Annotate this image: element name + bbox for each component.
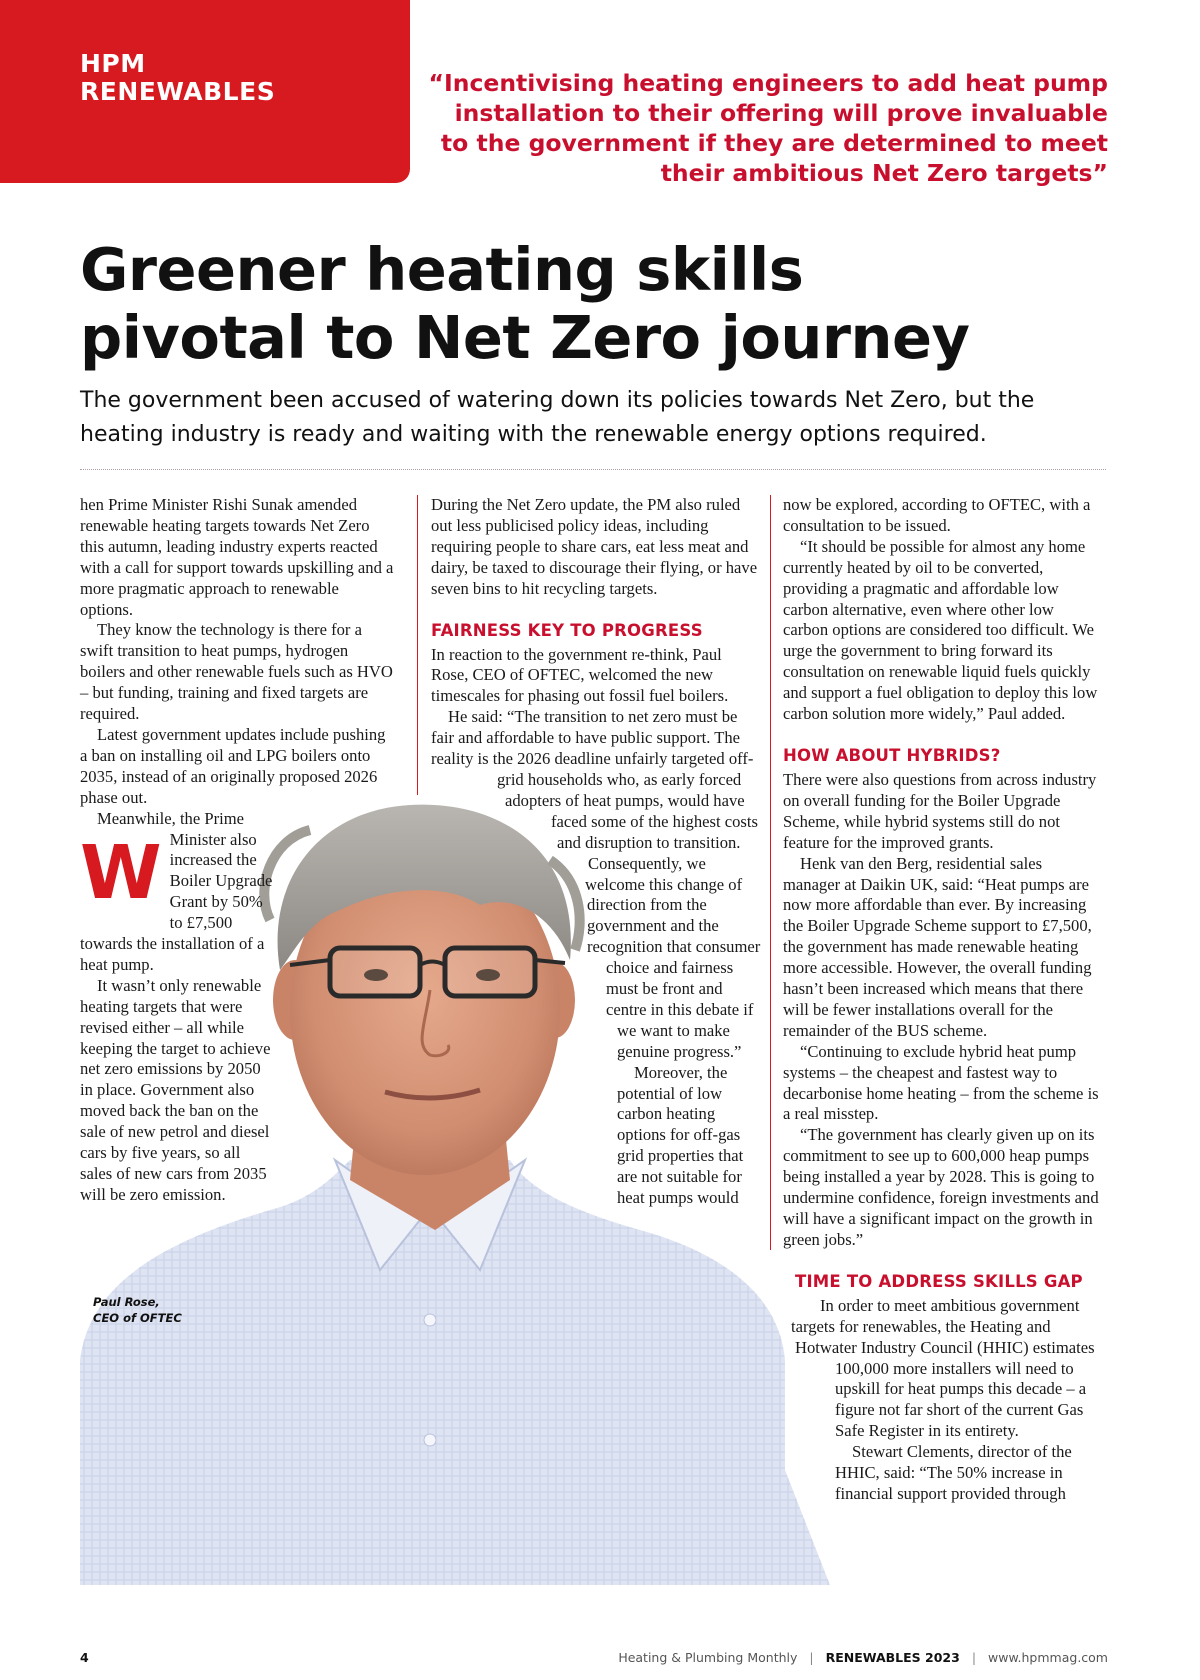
wrap-spacer [431, 892, 585, 913]
website-link[interactable]: www.hpmmag.com [988, 1650, 1108, 1665]
page-number: 4 [80, 1650, 89, 1665]
subheading: TIME TO ADDRESS SKILLS GAP [795, 1271, 1083, 1291]
issue-name: RENEWABLES 2023 [825, 1650, 960, 1665]
body-paragraph: He said: “The transition to net zero must be fair and affordable to have public support. The reality is the 2026 deadline unfairly targeted off-grid households who, as early forced adopters of heat pumps, would have faced some of the highest costs and disruption to transition. [431, 707, 758, 852]
caption-name: Paul Rose, [93, 1295, 160, 1309]
pull-quote: “Incentivising heating engineers to add heat pump installation to their offering will prove invaluable to the government if they are determined to meet their ambitious Net Zero targets” [428, 69, 1108, 187]
column-rule [417, 495, 418, 795]
body-paragraph: “It should be possible for almost any home currently heated by oil to be converted, providing a pragmatic and affordable low carbon alternative, even where other low carbon options are considered too difficult. We urge the government to bring forward its consultation on renewable liquid fuels quickly and support a fuel obligation to deploy this low carbon solution more widely,” Paul added. [783, 536, 1098, 724]
wrap-spacer [431, 976, 606, 997]
body-paragraph: “The government has clearly given up on its commitment to see up to 600,000 heap pumps being installed a year by 2028. This is going to undermine confidence, foreign investments and will have a significant impact on the growth in green jobs.” [783, 1125, 1099, 1249]
wrap-spacer [783, 1327, 791, 1348]
body-paragraph: It wasn’t only renewable heating targets that were revised either – all while keeping the target to achieve net zero emissions by 2050 in place. Government also moved back the ban on the sale of new petrol and diesel cars by five years, so all sales of new cars from 2035 will be zero emission. [80, 975, 271, 1204]
body-paragraph: In reaction to the government re-think, Paul Rose, CEO of OFTEC, welcomed the new timescales for phasing out fossil fuel boilers. [431, 644, 729, 706]
body-paragraph: “Continuing to exclude hybrid heat pump systems – the cheapest and fastest way to decarbonise home heating – from the scheme is a real misstep. [783, 1041, 1099, 1124]
wrap-spacer [431, 872, 571, 893]
wrap-spacer [431, 955, 581, 976]
standfirst: The government been accused of watering down its policies towards Net Zero, but the heating industry is ready and waiting with the renewable energy options required. [80, 388, 1035, 447]
body-paragraph: In order to meet ambitious government targets for renewables, the Heating and Hotwater Industry Council (HHIC) estimates 100,000 more installers will need to upskill for heat pumps this decade – a figure not far short of the current Gas Safe Register in its entirety. [791, 1295, 1095, 1441]
wrap-spacer [431, 1164, 561, 1185]
headline [80, 236, 1120, 372]
body-paragraph: Latest government updates include pushing a ban on installing oil and LPG boilers onto 2035, instead of an originally proposed 2026 phase out. [80, 724, 386, 807]
section-label [80, 50, 275, 106]
subheading: HOW ABOUT HYBRIDS? [783, 745, 1001, 765]
wrap-spacer [431, 1018, 601, 1039]
body-paragraph: They know the technology is there for a swift transition to heat pumps, hydrogen boilers and other renewable fuels such as HVO – but funding, training and fixed targets are required. [80, 620, 393, 724]
wrap-spacer [783, 1348, 795, 1369]
body-paragraph: During the Net Zero update, the PM also ruled out less publicised policy ideas, including requiring people to share cars, eat less meat and dairy, be taxed to discourage their flying, or have seven bins to hit recycling targets. [431, 495, 758, 598]
body-paragraph: Stewart Clements, director of the HHIC, said: “The 50% increase in financial support provided through [835, 1442, 1072, 1503]
drop-cap: W [80, 829, 162, 916]
section-label-line1: HPM [80, 49, 146, 78]
photo-caption [93, 1294, 182, 1326]
wrap-spacer [431, 934, 587, 955]
wrap-spacer [431, 851, 557, 872]
headline-line1: Greener heating skills [80, 235, 804, 304]
wrap-spacer [431, 830, 551, 851]
article-column-1 [80, 495, 394, 1296]
footer-credits [618, 1650, 1108, 1665]
wrap-spacer [431, 1185, 571, 1206]
wrap-spacer [431, 1101, 568, 1122]
wrap-spacer [431, 997, 606, 1018]
divider [80, 469, 1106, 470]
section-tab [0, 0, 410, 183]
body-paragraph: now be explored, according to OFTEC, with a consultation to be issued. [783, 495, 1091, 535]
wrap-spacer [431, 913, 587, 934]
separator: | [971, 1650, 977, 1665]
wrap-spacer [431, 1080, 576, 1101]
wrap-spacer [431, 1060, 581, 1081]
wrap-spacer [431, 1039, 589, 1060]
wrap-spacer [431, 788, 497, 809]
wrap-spacer [431, 1143, 553, 1164]
wrap-spacer [783, 1369, 835, 1599]
body-paragraph: There were also questions from across industry on overall funding for the Boiler Upgrade Scheme, while hybrid systems still do not feature for the improved grants. [783, 769, 1097, 852]
body-paragraph: Henk van den Berg, residential sales manager at Daikin UK, said: “Heat pumps are now more affordable than ever. By increasing the Boiler Upgrade Scheme support to £7,500, the government has made renewable heating more accessible. However, the overall funding hasn’t been increased which means that there will be fewer installations overall for the remainder of the BUS scheme. [783, 853, 1092, 1040]
article-column-3 [783, 495, 1103, 1599]
publication-name: Heating & Plumbing Monthly [618, 1650, 798, 1665]
wrap-spacer [431, 1122, 549, 1143]
body-paragraph: Meanwhile, the Prime Minister also increased the Boiler Upgrade Grant by 50% to £7,500 towards the installation of a heat pump. [80, 808, 273, 974]
headline-line2: pivotal to Net Zero journey [80, 303, 970, 372]
separator: | [809, 1650, 814, 1665]
wrap-spacer [431, 1248, 653, 1269]
wrap-spacer [269, 815, 394, 836]
wrap-spacer [274, 836, 394, 1296]
wrap-spacer [431, 1227, 617, 1248]
page-footer [80, 1650, 1108, 1670]
body-paragraph: Consequently, we welcome this change of direction from the government and the recognition that consumer choice and fairness must be front and centre in this debate if we want to make genuine progress.” [585, 853, 761, 1061]
body-paragraph: Moreover, the potential of low carbon heating options for off-gas grid properties that are not suitable for heat pumps would [617, 1062, 744, 1208]
body-paragraph: hen Prime Minister Rishi Sunak amended renewable heating targets towards Net Zero this autumn, leading industry experts reacted with a call for support towards upskilling and a more pragmatic approach to renewable options. [80, 495, 394, 619]
subheading: FAIRNESS KEY TO PROGRESS [431, 620, 703, 640]
wrap-spacer [431, 809, 505, 830]
section-label-line2: RENEWABLES [80, 77, 276, 106]
article-column-2 [431, 495, 762, 1268]
column-rule [770, 495, 771, 1250]
wrap-spacer [431, 1206, 601, 1227]
caption-title: CEO of OFTEC [93, 1311, 182, 1325]
